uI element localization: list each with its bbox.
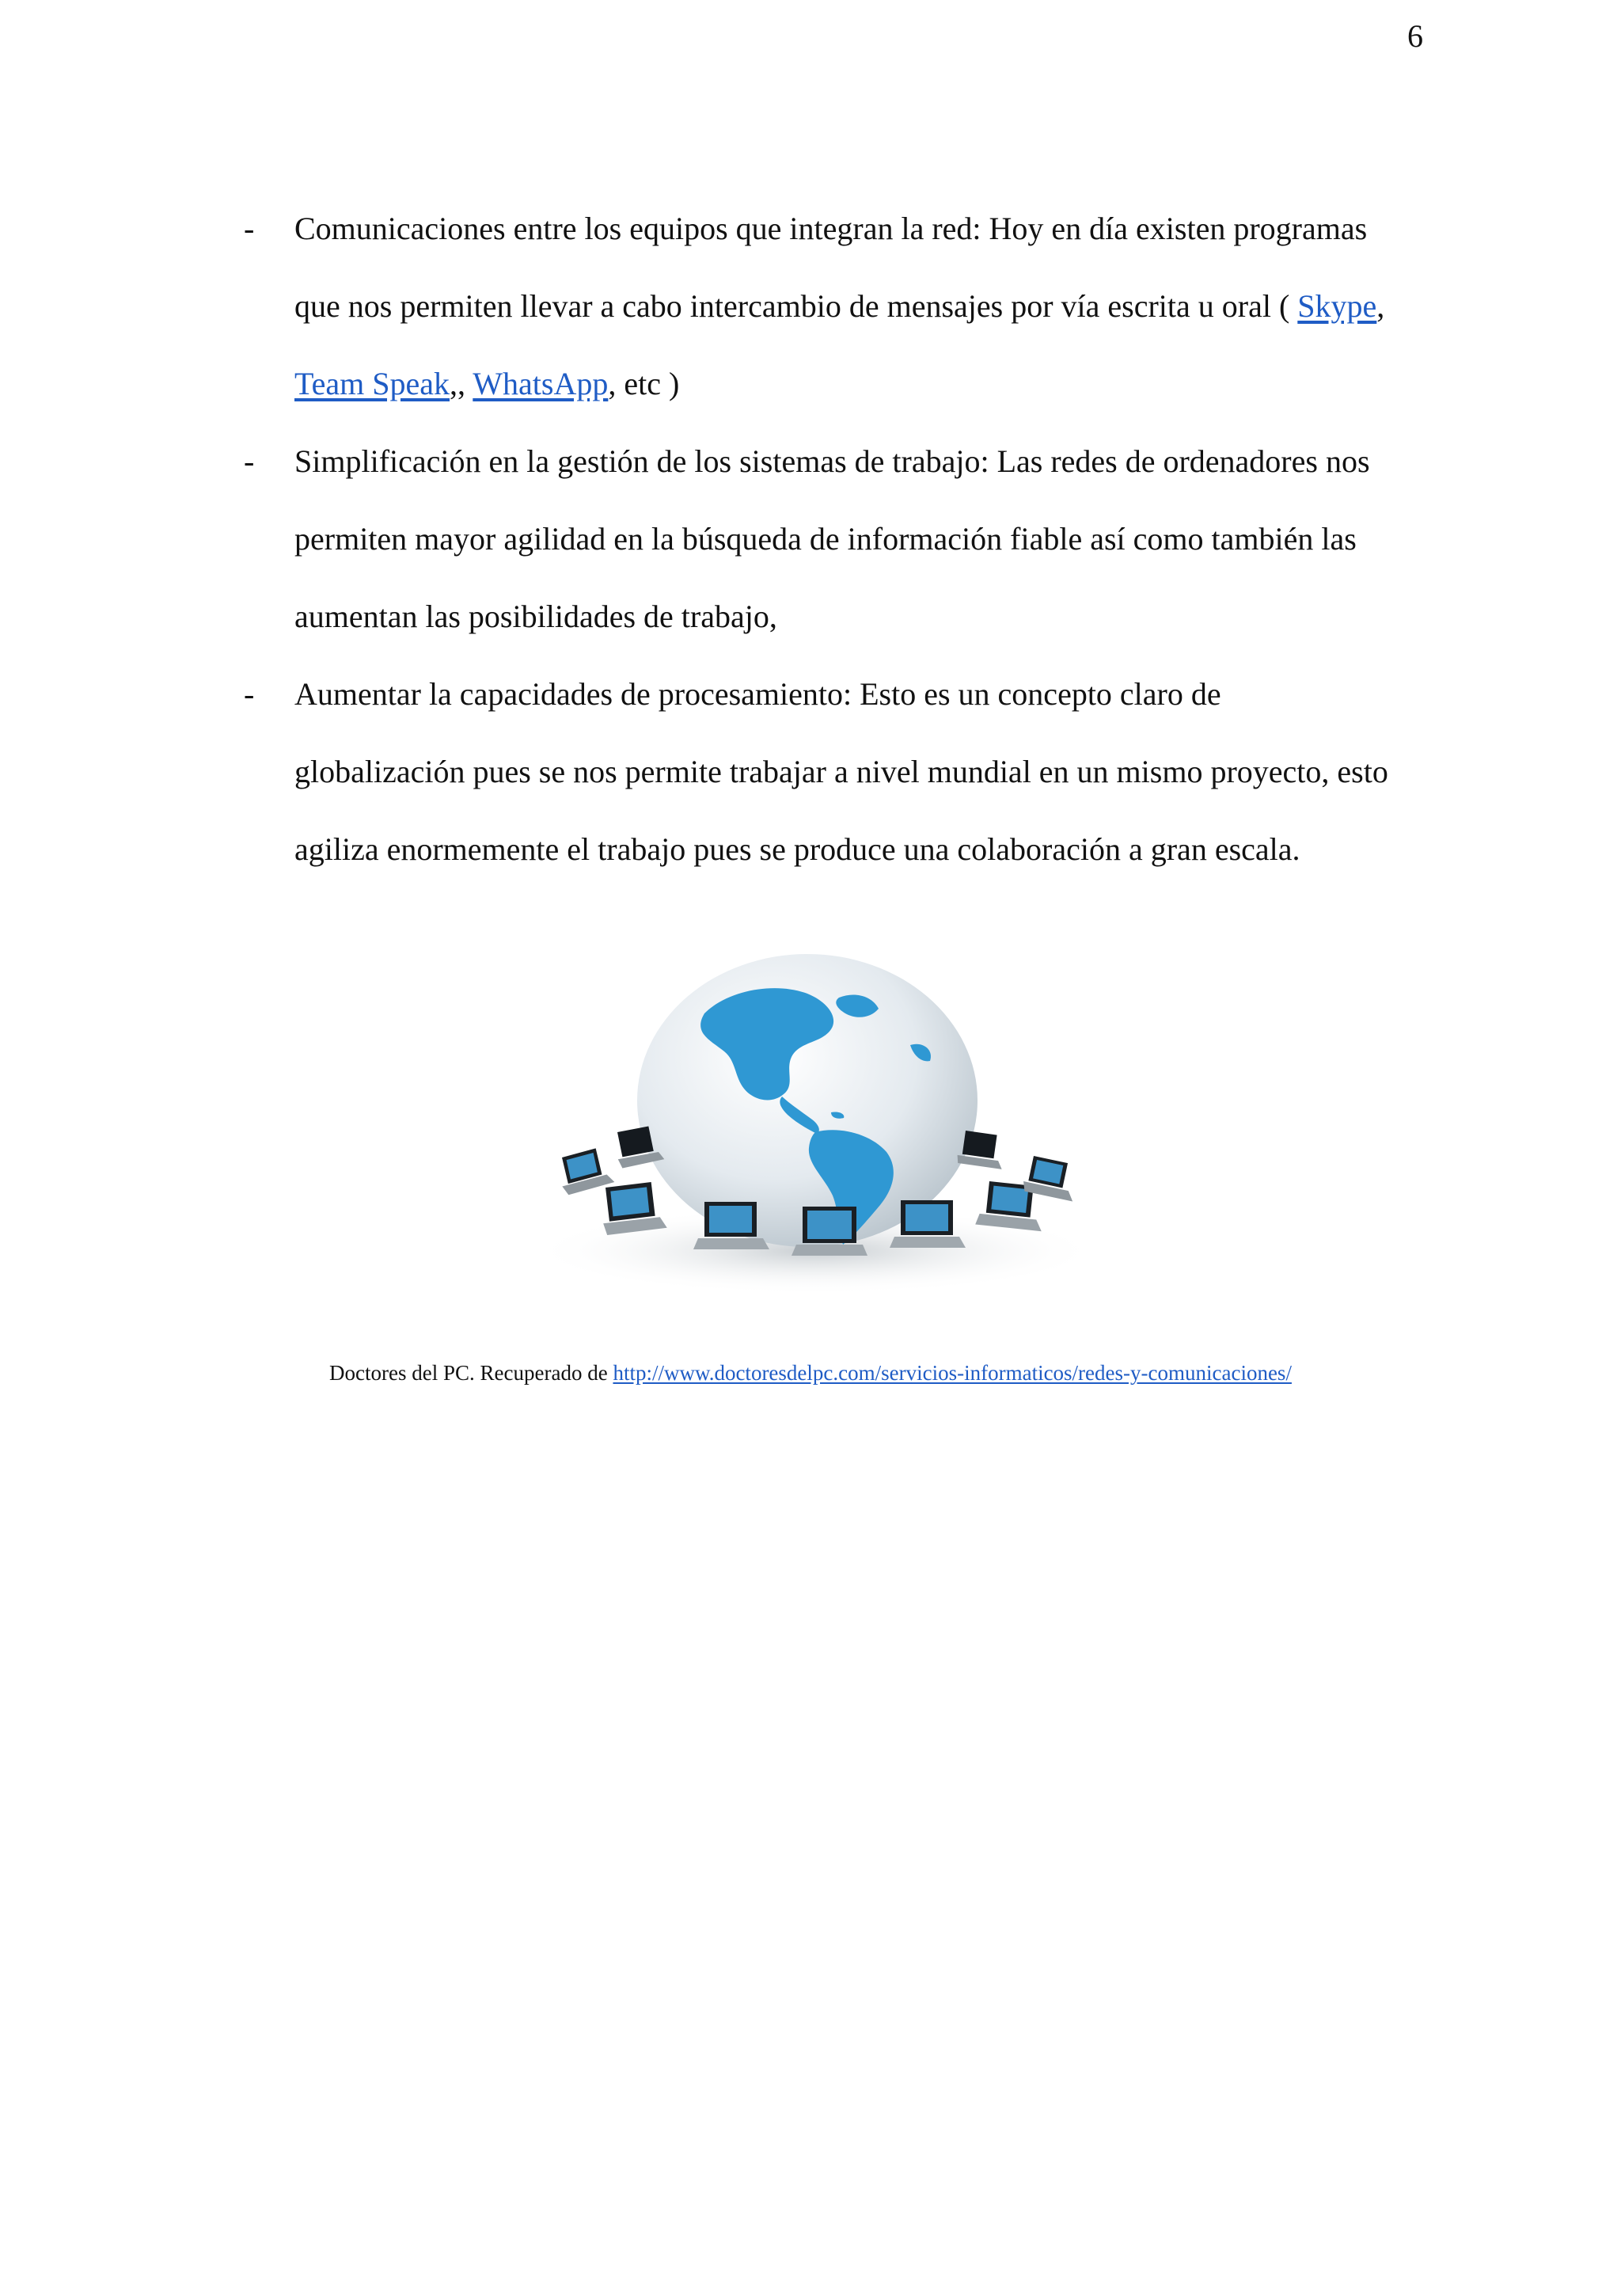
bullet-line: permiten mayor agilidad en la búsqueda de información fiable así como también las: [294, 521, 1357, 557]
globe-network-image: [467, 950, 1164, 1314]
bullet-text: ,: [1376, 288, 1385, 324]
bullet-communications: [237, 190, 1441, 423]
team-speak-link[interactable]: Team Speak: [294, 366, 450, 401]
globe-laptops-icon: [467, 950, 1164, 1314]
bullet-line: agiliza enormemente el trabajo pues se produce una colaboración a gran escala.: [294, 831, 1300, 867]
bullet-line: [294, 268, 1441, 345]
skype-link[interactable]: Skype: [1297, 288, 1377, 324]
bullet-text: , etc ): [608, 366, 680, 401]
caption-source-link[interactable]: http://www.doctoresdelpc.com/servicios-informaticos/redes-y-comunicaciones/: [613, 1361, 1292, 1385]
bullet-marker: -: [244, 676, 255, 712]
bullet-line: aumentan las posibilidades de trabajo,: [294, 599, 777, 634]
bullet-line: [294, 345, 1441, 423]
bullet-marker: -: [244, 443, 255, 479]
laptop-icon: [601, 1181, 667, 1235]
figure-caption: [0, 1359, 1621, 1387]
bullet-simplification: [237, 423, 1441, 656]
bullet-list: [237, 190, 1441, 888]
bullet-marker: -: [244, 211, 255, 246]
caption-text: Doctores del PC. Recuperado de: [329, 1361, 613, 1385]
bullet-line: Aumentar la capacidades de procesamiento: Esto es un concepto claro de: [294, 676, 1221, 712]
bullet-line: Simplificación en la gestión de los sistemas de trabajo: Las redes de ordenadores nos: [294, 443, 1370, 479]
bullet-text: que nos permiten llevar a cabo intercambio de mensajes por vía escrita u oral (: [294, 288, 1298, 324]
bullet-processing: [237, 656, 1441, 888]
laptop-icon: [792, 1207, 867, 1256]
page-number: 6: [1407, 18, 1423, 54]
bullet-line: Comunicaciones entre los equipos que integran la red: Hoy en día existen programas: [294, 211, 1368, 246]
bullet-line: globalización pues se nos permite trabajar a nivel mundial en un mismo proyecto, esto: [294, 754, 1388, 789]
whatsapp-link[interactable]: WhatsApp: [473, 366, 609, 401]
bullet-text: ,,: [450, 366, 473, 401]
